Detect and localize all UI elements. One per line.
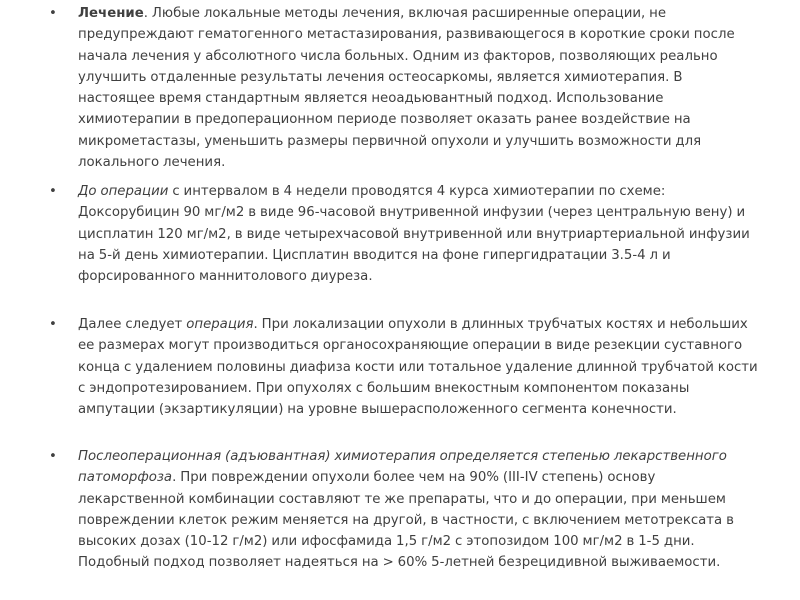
text-operation-lead: Далее следует (78, 317, 187, 332)
bullet-icon: • (49, 449, 57, 464)
bullet-icon: • (49, 6, 57, 21)
paragraph-postoperative (78, 446, 763, 574)
text-operation: . При локализации опухоли в длинных трубчатых костях и небольших ее размерах могут производиться органосохраняющие операции в виде резекции суставного конца с удалением половины диафиза кости или тотальное удаление длинной трубчатой кости с эндопротезированием. При опухолях с большим внекостным компонентом показаны ампутации (экзартикуляции) на уровне вышерасположенного сегмента конечности. (78, 317, 758, 418)
text-treatment: . Любые локальные методы лечения, включая расширенные операции, не предупреждают гематогенного метастазирования, развивающегося в короткие сроки после начала лечения у абсолютного числа больных. Одним из факторов, позволяющих реально улучшить отдаленные результаты лечения остеосаркомы, является химиотерапия. В настоящее время стандартным является неоадьювантный подход. Использование химиотерапии в предоперационном периоде позволяет оказать ранее воздействие на микрометастазы, уменьшить размеры первичной опухоли и улучшить возможности для локального лечения. (78, 6, 735, 171)
text-preoperative: с интервалом в 4 недели проводятся 4 курса химиотерапии по схеме: Доксорубицин 90 мг/м2 в виде 96-часовой внутривенной инфузии (через центральную вену) и цисплатин 120 мг/м2, в виде четырехчасовой внутривенной или внутриартериальной инфузии на 5-й день химиотерапии. Цисплатин вводится на фоне гипергидратации 3.5-4 л и форсированного маннитолового диуреза. (78, 184, 750, 285)
paragraph-operation (78, 314, 763, 420)
text-postoperative: . При повреждении опухоли более чем на 90% (III-IV степень) основу лекарственной комбинации составляют те же препараты, что и до операции, при меньшем повреждении клеток режим меняется на другой, в частности, с включением метотрексата в высоких дозах (10-12 г/м2) или ифосфамида 1,5 г/м2 с этопозидом 100 мг/м2 в 1-5 дни. Подобный подход позволяет надеяться на > 60% 5-летней безрецидивной выживаемости. (78, 470, 734, 571)
paragraph-preoperative (78, 181, 763, 287)
bullet-icon: • (49, 184, 57, 199)
term-operation: операция (186, 317, 254, 332)
term-preoperative: До операции (78, 184, 169, 199)
bullet-icon: • (49, 317, 57, 332)
term-treatment: Лечение (78, 6, 144, 21)
term-postoperative: Послеоперационная (адъювантная) химиотерапия определяется степенью лекарственного патоморфоза (78, 449, 727, 486)
paragraph-treatment (78, 3, 763, 173)
